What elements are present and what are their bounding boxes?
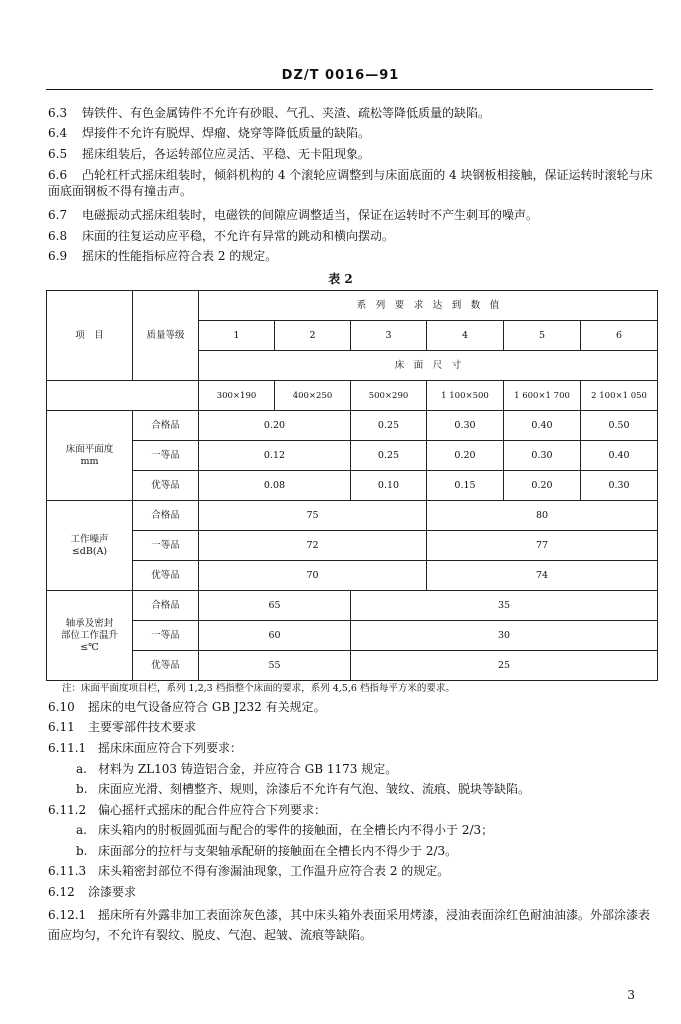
- grade-cell: 一等品: [133, 441, 199, 471]
- value-cell: 55: [199, 651, 351, 681]
- grade-cell: 一等品: [133, 621, 199, 651]
- col-item-header: 项 目: [47, 291, 133, 381]
- noise-label: 工作噪声 ≤dB(A): [47, 501, 133, 591]
- value-cell: 25: [351, 651, 658, 681]
- series-group-header: 系 列 要 求 达 到 数 值: [199, 291, 658, 321]
- table-note: 注：床面平面度项目栏，系列 1,2,3 档指整个床面的要求，系列 4,5,6 档指每平方米的要求。: [62, 683, 455, 694]
- value-cell: 77: [427, 531, 658, 561]
- series-number: 4: [427, 321, 504, 351]
- value-cell: 0.30: [427, 411, 504, 441]
- size-cell: 1 100×500: [427, 381, 504, 411]
- value-cell: 0.12: [199, 441, 351, 471]
- value-cell: 30: [351, 621, 658, 651]
- clause-6-5: 6.5 摇床组装后，各运转部位应灵活、平稳、无卡阻现象。: [48, 147, 371, 161]
- value-cell: 0.50: [581, 411, 658, 441]
- value-cell: 75: [199, 501, 427, 531]
- value-cell: 0.15: [427, 471, 504, 501]
- value-cell: 60: [199, 621, 351, 651]
- series-number: 3: [351, 321, 427, 351]
- size-cell: 400×250: [275, 381, 351, 411]
- size-header: 床 面 尺 寸: [199, 351, 658, 381]
- performance-table: [46, 290, 658, 681]
- standard-code-header: DZ/T 0016—91: [281, 68, 400, 83]
- clause-6-11-2-b: b. 床面部分的拉杆与支架轴承配研的接触面在全槽长内不得少于 2/3。: [76, 844, 458, 858]
- grade-cell: 优等品: [133, 561, 199, 591]
- clause-6-11-1-a: a. 材料为 ZL103 铸造铝合金，并应符合 GB 1173 规定。: [76, 762, 398, 776]
- table-caption: 表 2: [328, 272, 353, 286]
- value-cell: 0.40: [504, 411, 581, 441]
- value-cell: 0.20: [504, 471, 581, 501]
- value-cell: 0.08: [199, 471, 351, 501]
- clause-6-8: 6.8 床面的往复运动应平稳，不允许有异常的跳动和横向摆动。: [48, 229, 395, 243]
- clause-6-4: 6.4 焊接件不允许有脱焊、焊瘤、烧穿等降低质量的缺陷。: [48, 126, 371, 140]
- size-row-spacer: [47, 381, 199, 411]
- value-cell: 0.20: [427, 441, 504, 471]
- grade-cell: 合格品: [133, 501, 199, 531]
- value-cell: 0.10: [351, 471, 427, 501]
- value-cell: 0.25: [351, 411, 427, 441]
- size-cell: 500×290: [351, 381, 427, 411]
- clause-6-11: 6.11 主要零部件技术要求: [48, 720, 197, 734]
- series-number: 1: [199, 321, 275, 351]
- clause-6-11-3: 6.11.3 床头箱密封部位不得有渗漏油现象，工作温升应符合表 2 的规定。: [48, 864, 450, 878]
- value-cell: 72: [199, 531, 427, 561]
- value-cell: 80: [427, 501, 658, 531]
- series-number: 5: [504, 321, 581, 351]
- clause-6-11-2-a: a. 床头箱内的肘板圆弧面与配合的零件的接触面，在全槽长内不得小于 2/3；: [76, 823, 494, 837]
- grade-cell: 合格品: [133, 411, 199, 441]
- size-cell: 2 100×1 050: [581, 381, 658, 411]
- clause-6-11-1-b: b. 床面应光滑、刻槽整齐、规则，涂漆后不允许有气泡、皱纹、流痕、脱块等缺陷。: [76, 782, 531, 796]
- clause-6-11-1: 6.11.1 摇床床面应符合下列要求：: [48, 741, 243, 755]
- grade-cell: 一等品: [133, 531, 199, 561]
- size-cell: 1 600×1 700: [504, 381, 581, 411]
- clause-6-12-1: 6.12.1 摇床所有外露非加工表面涂灰色漆，其中床头箱外表面采用烤漆，浸油表面涂红色耐油油漆。外部涂漆表面应均匀，不允许有裂纹、脱皮、气泡、起皱、流痕等缺陷。: [48, 908, 651, 942]
- value-cell: 35: [351, 591, 658, 621]
- page-number: 3: [627, 988, 635, 1002]
- flatness-label: 床面平面度 mm: [47, 411, 133, 501]
- clause-6-6: 6.6 凸轮杠杆式摇床组装时，倾斜机构的 4 个滚轮应调整到与床面底面的 4 块钢板相接触，保证运转时滚轮与床面底面钢板不得有撞击声。: [48, 168, 653, 198]
- size-cell: 300×190: [199, 381, 275, 411]
- clause-6-12: 6.12 涂漆要求: [48, 885, 137, 899]
- value-cell: 0.30: [504, 441, 581, 471]
- grade-cell: 合格品: [133, 591, 199, 621]
- value-cell: 0.40: [581, 441, 658, 471]
- header-rule: [46, 89, 653, 90]
- value-cell: 0.20: [199, 411, 351, 441]
- grade-cell: 优等品: [133, 471, 199, 501]
- series-number: 2: [275, 321, 351, 351]
- grade-cell: 优等品: [133, 651, 199, 681]
- temperature-label: 轴承及密封 部位工作温升 ≤℃: [47, 591, 133, 681]
- value-cell: 0.25: [351, 441, 427, 471]
- clause-6-7: 6.7 电磁振动式摇床组装时，电磁铁的间隙应调整适当，保证在运转时不产生刺耳的噪声。: [48, 208, 539, 222]
- clause-6-3: 6.3 铸铁件、有色金属铸件不允许有砂眼、气孔、夹渣、疏松等降低质量的缺陷。: [48, 106, 491, 120]
- value-cell: 74: [427, 561, 658, 591]
- value-cell: 0.30: [581, 471, 658, 501]
- col-grade-header: 质量等级: [133, 291, 199, 381]
- value-cell: 70: [199, 561, 427, 591]
- clause-6-9: 6.9 摇床的性能指标应符合表 2 的规定。: [48, 249, 278, 263]
- clause-6-11-2: 6.11.2 偏心摇杆式摇床的配合件应符合下列要求：: [48, 803, 327, 817]
- clause-6-10: 6.10 摇床的电气设备应符合 GB J232 有关规定。: [48, 700, 326, 714]
- value-cell: 65: [199, 591, 351, 621]
- series-number: 6: [581, 321, 658, 351]
